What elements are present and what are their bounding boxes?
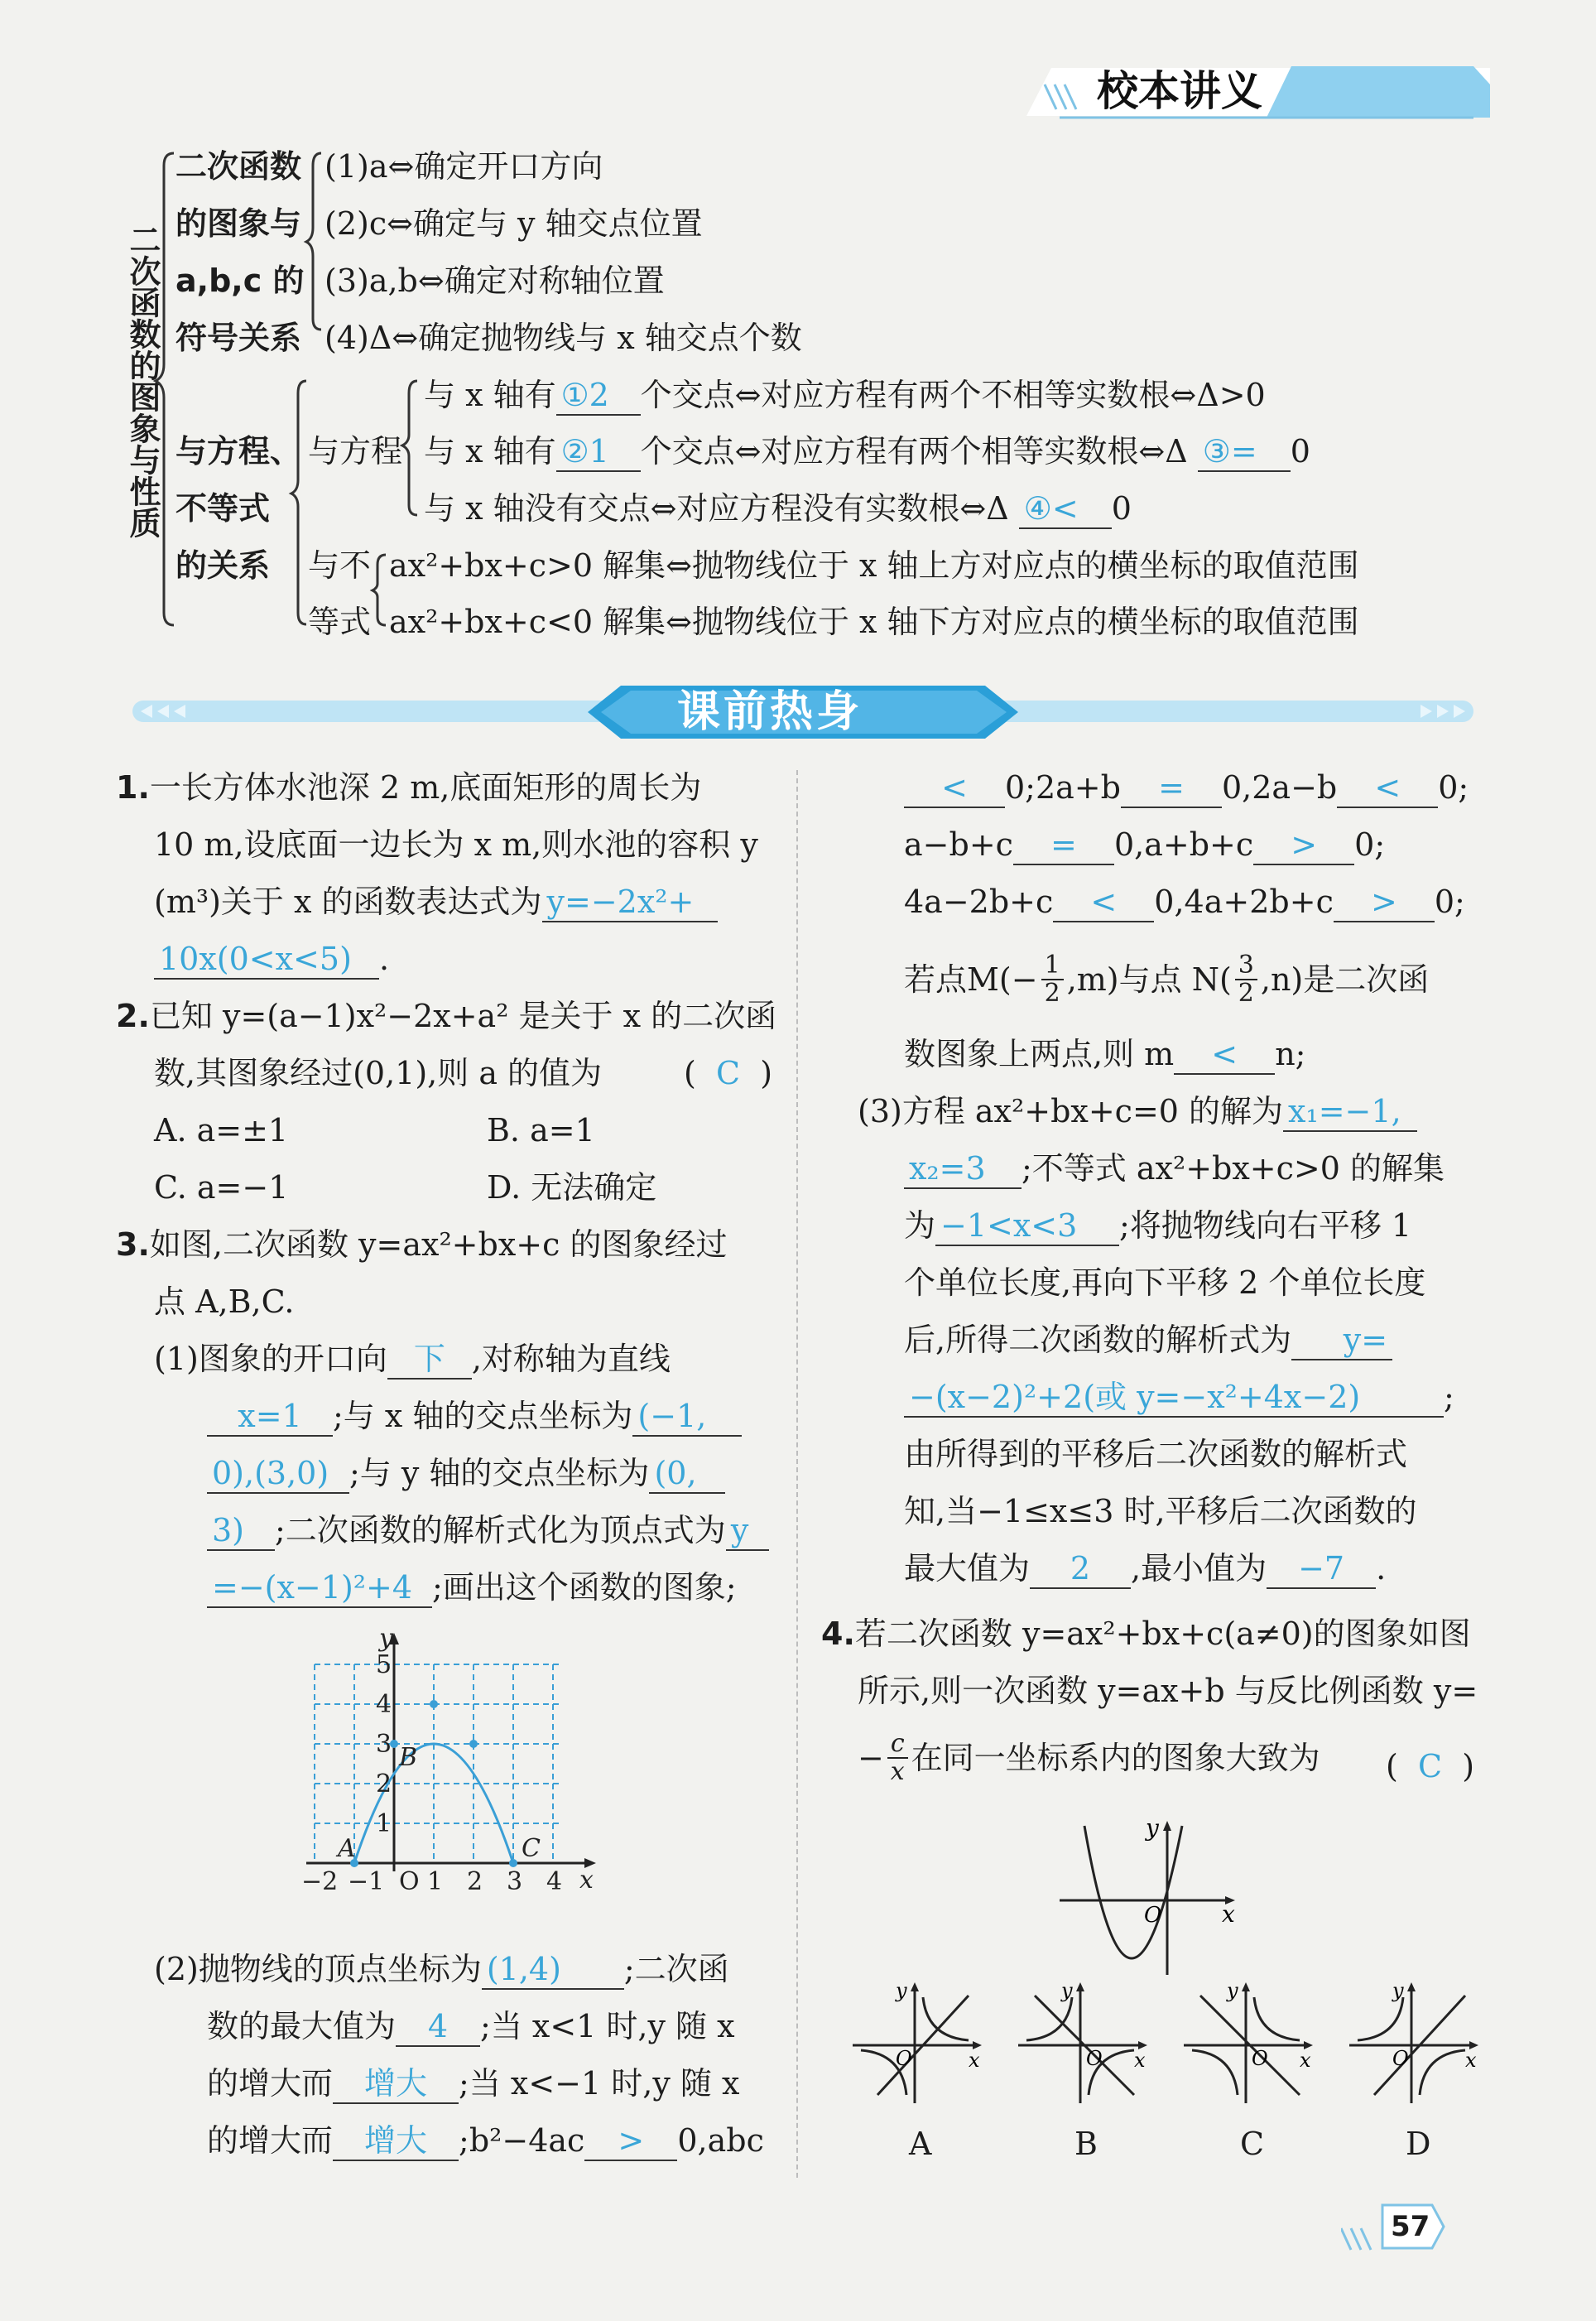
equation-label: 与方程: [308, 433, 403, 469]
q3-p3-line-3: 为 −1<x<3 ;将抛物线向右平移 1: [904, 1206, 1411, 1246]
eq-row-2: 与 x 轴有 ②1 个交点⇔对应方程有两个相等实数根⇔Δ ③= 0: [424, 432, 1310, 472]
q3-p2-line-3: 的增大而 增大 ;当 x<−1 时,y 随 x: [207, 2064, 739, 2104]
q3-answer-12: >: [1334, 883, 1435, 922]
q4-main-figure: [1051, 1818, 1250, 1983]
point-c-dot: [509, 1859, 517, 1867]
q4-number: 4.: [821, 1616, 855, 1652]
graph-origin: O: [399, 1867, 420, 1896]
header-banner: [1026, 60, 1490, 124]
q4-option-a-origin: O: [896, 2047, 912, 2070]
q2-answer: C: [715, 1055, 741, 1091]
fraction-half: $\frac{1}{2}$: [1041, 952, 1064, 1007]
q3-p1-answer-4a: (0,: [649, 1454, 725, 1494]
q3-answer-9: =: [1013, 826, 1114, 865]
q2-option-d: D. 无法确定: [487, 1169, 657, 1206]
graph-x-tick-4: 4: [546, 1867, 563, 1896]
q1-line-4: 10x(0<x<5) .: [154, 940, 389, 980]
sign-label-line-3: a,b,c 的: [175, 262, 305, 299]
q4-option-a-x: x: [969, 2049, 980, 2072]
q3-stem-1: 如图,二次函数 y=ax²+bx+c 的图象经过: [149, 1226, 728, 1263]
q3-answer-8: <: [1337, 768, 1438, 808]
q3-p2-answer-1: (1,4): [482, 1950, 624, 1990]
q1-number: 1.: [116, 769, 150, 806]
sign-item-1: (1)a⇔确定开口方向: [324, 148, 603, 185]
q3-p1-line-4: 3) ;二次函数的解析式化为顶点式为 y: [207, 1511, 769, 1551]
q3: [116, 1226, 727, 1264]
q4-option-b-figure: [1010, 1979, 1159, 2112]
q3-p1-answer-4b: 3): [207, 1511, 275, 1551]
relation-label-line-3: 的关系: [175, 547, 271, 584]
q2-number: 2.: [116, 998, 150, 1034]
q3-p2-answer-5: >: [584, 2121, 677, 2161]
q3-p3-answer-3b: −(x−2)²+2(或 y=−x²+4x−2): [904, 1378, 1444, 1418]
q4-main-x-label: x: [1222, 1900, 1235, 1928]
q2: [116, 997, 776, 1035]
sign-label-line-2: 的图象与: [175, 205, 302, 242]
q4-line-3: − $\frac{c}{x}$ 在同一坐标系内的图象大致为: [858, 1729, 1320, 1786]
q3-answer-10: >: [1253, 826, 1354, 865]
q4-option-d-label: D: [1406, 2126, 1431, 2162]
sign-label-line-4: 符号关系: [175, 320, 302, 356]
q4-option-d-figure: [1341, 1979, 1490, 2112]
inequality-label-1: 与不: [308, 547, 372, 584]
q4-option-d-x: x: [1465, 2049, 1477, 2072]
q4-option-d-y: y: [1392, 1979, 1404, 2002]
q4-option-b-origin: O: [1086, 2047, 1103, 2070]
q3-cont-line-3: 4a−2b+c < 0,4a+2b+c > 0;: [904, 883, 1465, 922]
q4: [821, 1615, 1471, 1653]
q3-p3-answer-3a: y=: [1291, 1321, 1392, 1360]
vertex-dot: [430, 1700, 438, 1708]
ineq-row-2: ax²+bx+c<0 解集⇔抛物线位于 x 轴下方对应点的横坐标的取值范围: [389, 604, 1359, 640]
q3-p1-line-2: x=1 ;与 x 轴的交点坐标为 (−1,: [207, 1397, 742, 1437]
graph-y-tick-2: 2: [376, 1770, 392, 1799]
sign-label-line-1: 二次函数: [175, 148, 302, 185]
q3-p3-line-4: 个单位长度,再向下平移 2 个单位长度: [904, 1264, 1426, 1301]
q4-line-2: 所示,则一次函数 y=ax+b 与反比例函数 y=: [858, 1673, 1478, 1709]
q3-p3-line-2: x₂=3 ;不等式 ax²+bx+c>0 的解集: [904, 1149, 1445, 1189]
q3-answer-11: <: [1053, 883, 1154, 922]
q4-option-c-x: x: [1300, 2049, 1311, 2072]
graph-y-label: y: [379, 1624, 393, 1653]
q3-p3-line-6: −(x−2)²+2(或 y=−x²+4x−2) ;: [904, 1378, 1454, 1418]
fraction-three-halves: 3 2: [1235, 952, 1257, 1007]
q3-p2-answer-4: 增大: [333, 2121, 459, 2161]
graph-point-c-label: C: [522, 1834, 541, 1863]
q3-p1-line-1: (1)图象的开口向 下 ,对称轴为直线: [154, 1340, 671, 1380]
q3-answer-6: <: [904, 768, 1005, 808]
q3-p3-line-5: 后,所得二次函数的解析式为 y=: [904, 1321, 1392, 1360]
page-number: 57: [1391, 2210, 1430, 2243]
q4-answer-bracket: ( C ): [1386, 1748, 1475, 1784]
q4-main-y-arrow: [1163, 1821, 1171, 1831]
graph-y-tick-1: 1: [376, 1809, 392, 1838]
symmetric-point-dot: [469, 1740, 478, 1748]
q3-p2-answer-2: 4: [396, 2007, 480, 2047]
q1-answer-part-2: 10x(0<x<5): [154, 940, 379, 980]
section-title: 课前热身: [677, 687, 863, 737]
graph-y-tick-4: 4: [376, 1690, 392, 1719]
q3-p3-line-9: 最大值为 2 ,最小值为 −7 .: [904, 1549, 1386, 1589]
q3-p1-answer-2: x=1: [207, 1397, 333, 1437]
sign-item-4: (4)Δ⇔确定抛物线与 x 轴交点个数: [324, 320, 802, 356]
q4-line-1: 若二次函数 y=ax²+bx+c(a≠0)的图象如图: [854, 1616, 1471, 1652]
q3-p3-line-7: 由所得到的平移后二次函数的解析式: [904, 1436, 1408, 1472]
q3-p3-answer-5: −7: [1267, 1549, 1376, 1589]
graph-x-tick-3: 3: [507, 1867, 523, 1896]
graph-x-tick-2: 2: [467, 1867, 483, 1896]
relation-label-line-2: 不等式: [175, 490, 271, 527]
q2-answer-bracket: ( C ): [684, 1055, 773, 1091]
q2-option-a: A. a=±1: [154, 1112, 289, 1148]
graph-x-label: x: [579, 1866, 594, 1895]
q4-option-c-label: C: [1240, 2126, 1265, 2162]
section-banner: [124, 679, 1482, 745]
sign-item-2: (2)c⇔确定与 y 轴交点位置: [324, 205, 703, 242]
graph-point-b-label: B: [399, 1743, 418, 1772]
q3-p1-answer-5b: =−(x−1)²+4: [207, 1568, 432, 1608]
q3-p1-answer-5a: y: [726, 1511, 769, 1551]
q3-p3-answer-4: 2: [1030, 1549, 1131, 1589]
q4-option-a-figure: [844, 1979, 993, 2112]
q4-main-origin: O: [1144, 1903, 1162, 1928]
q1-line-3: (m³)关于 x 的函数表达式为 y=−2x²+: [154, 883, 718, 922]
q3-graph: [290, 1623, 604, 1938]
answer-3: ③=: [1198, 432, 1291, 472]
sign-item-3: (3)a,b⇔确定对称轴位置: [324, 262, 665, 299]
header-title: 校本讲义: [1097, 67, 1262, 115]
q3-p3-answer-2: −1<x<3: [935, 1206, 1119, 1246]
answer-2: ②1: [556, 432, 641, 472]
q3-cont-line-5: 数图象上两点,则 m < n;: [904, 1035, 1305, 1075]
ineq-row-1: ax²+bx+c>0 解集⇔抛物线位于 x 轴上方对应点的横坐标的取值范围: [389, 547, 1359, 584]
q3-cont-line-1: < 0;2a+b = 0,2a−b < 0;: [904, 768, 1469, 808]
graph-x-tick--1: −1: [348, 1867, 385, 1896]
q3-p1-line-3: 0),(3,0) ;与 y 轴的交点坐标为 (0,: [207, 1454, 725, 1494]
eq-row-1: 与 x 轴有 ①2 个交点⇔对应方程有两个不相等实数根⇔Δ>0: [424, 376, 1266, 416]
graph-y-tick-3: 3: [376, 1730, 392, 1759]
q4-option-a-y: y: [896, 1979, 907, 2002]
q3-p3-line-1: (3)方程 ax²+bx+c=0 的解为 x₁=−1,: [858, 1092, 1417, 1132]
graph-x-tick-1: 1: [427, 1867, 444, 1896]
graph-grid: [315, 1664, 563, 1863]
page-number-badge: [1341, 2198, 1449, 2256]
graph-y-tick-5: 5: [376, 1650, 392, 1679]
q4-option-c-origin: O: [1252, 2047, 1268, 2070]
q3-p3-line-8: 知,当−1≤x≤3 时,平移后二次函数的: [904, 1493, 1417, 1529]
q4-main-y-label: y: [1146, 1818, 1159, 1842]
q3-p2-line-1: (2)抛物线的顶点坐标为 (1,4) ;二次函: [154, 1950, 729, 1990]
q4-fraction: $\frac{c}{x}$: [887, 1731, 908, 1785]
q3-p2-line-4: 的增大而 增大 ;b²−4ac > 0,abc: [207, 2121, 764, 2161]
q2-line-2: 数,其图象经过(0,1),则 a 的值为: [154, 1055, 603, 1091]
q4-option-c-figure: [1175, 1979, 1324, 2112]
inequality-label-2: 等式: [308, 604, 372, 640]
q3-p2-answer-3: 增大: [333, 2064, 459, 2104]
q1-line-1: 一长方体水池深 2 m,底面矩形的周长为: [149, 769, 702, 806]
q4-option-a-label: A: [909, 2126, 932, 2162]
q4-answer: C: [1417, 1748, 1443, 1784]
q4-option-b-y: y: [1061, 1979, 1073, 2002]
q3-p3-answer-1b: x₂=3: [904, 1149, 1022, 1189]
q3-p1-answer-1: 下: [387, 1340, 472, 1380]
q3-cont-line-2: a−b+c = 0,a+b+c > 0;: [904, 826, 1385, 865]
column-divider: [796, 770, 798, 2178]
q2-option-b: B. a=1: [487, 1112, 595, 1148]
q4-option-c-y: y: [1227, 1979, 1238, 2002]
q3-answer-7: =: [1121, 768, 1222, 808]
eq-row-3: 与 x 轴没有交点⇔对应方程没有实数根⇔Δ ④< 0: [424, 489, 1132, 529]
q2-line-1: 已知 y=(a−1)x²−2x+a² 是关于 x 的二次函: [149, 998, 777, 1034]
q3-cont-line-4: 若点M( − $\frac{1}{2}$ ,m)与点 N( 3 2 ,n)是二次函: [904, 951, 1430, 1008]
q3-p2-line-2: 数的最大值为 4 ;当 x<1 时,y 随 x: [207, 2007, 735, 2047]
graph-x-tick--2: −2: [301, 1867, 339, 1896]
q4-option-d-origin: O: [1392, 2047, 1409, 2070]
q3-p1-answer-3a: (−1,: [632, 1397, 742, 1437]
q4-option-b-x: x: [1134, 2049, 1146, 2072]
relation-label-line-1: 与方程、: [175, 433, 302, 469]
q3-answer-13: <: [1174, 1035, 1275, 1075]
summary-vertical-title: 二次函数的图象与性质: [124, 224, 161, 538]
q1-answer-part-1: y=−2x²+: [542, 883, 718, 922]
graph-point-a-label: A: [338, 1834, 356, 1863]
q4-option-b-label: B: [1074, 2126, 1098, 2162]
q1-line-2: 10 m,设底面一边长为 x m,则水池的容积 y: [154, 826, 758, 863]
q2-option-c: C. a=−1: [154, 1169, 289, 1206]
answer-4: ④<: [1019, 489, 1112, 529]
q3-stem-2: 点 A,B,C.: [154, 1283, 295, 1320]
q3-p3-answer-1a: x₁=−1,: [1283, 1092, 1417, 1132]
q3-number: 3.: [116, 1226, 150, 1263]
answer-1: ①2: [556, 376, 641, 416]
q3-p1-line-5: =−(x−1)²+4 ;画出这个函数的图象;: [207, 1568, 737, 1608]
q3-p1-answer-3b: 0),(3,0): [207, 1454, 349, 1494]
q1: [116, 768, 701, 807]
